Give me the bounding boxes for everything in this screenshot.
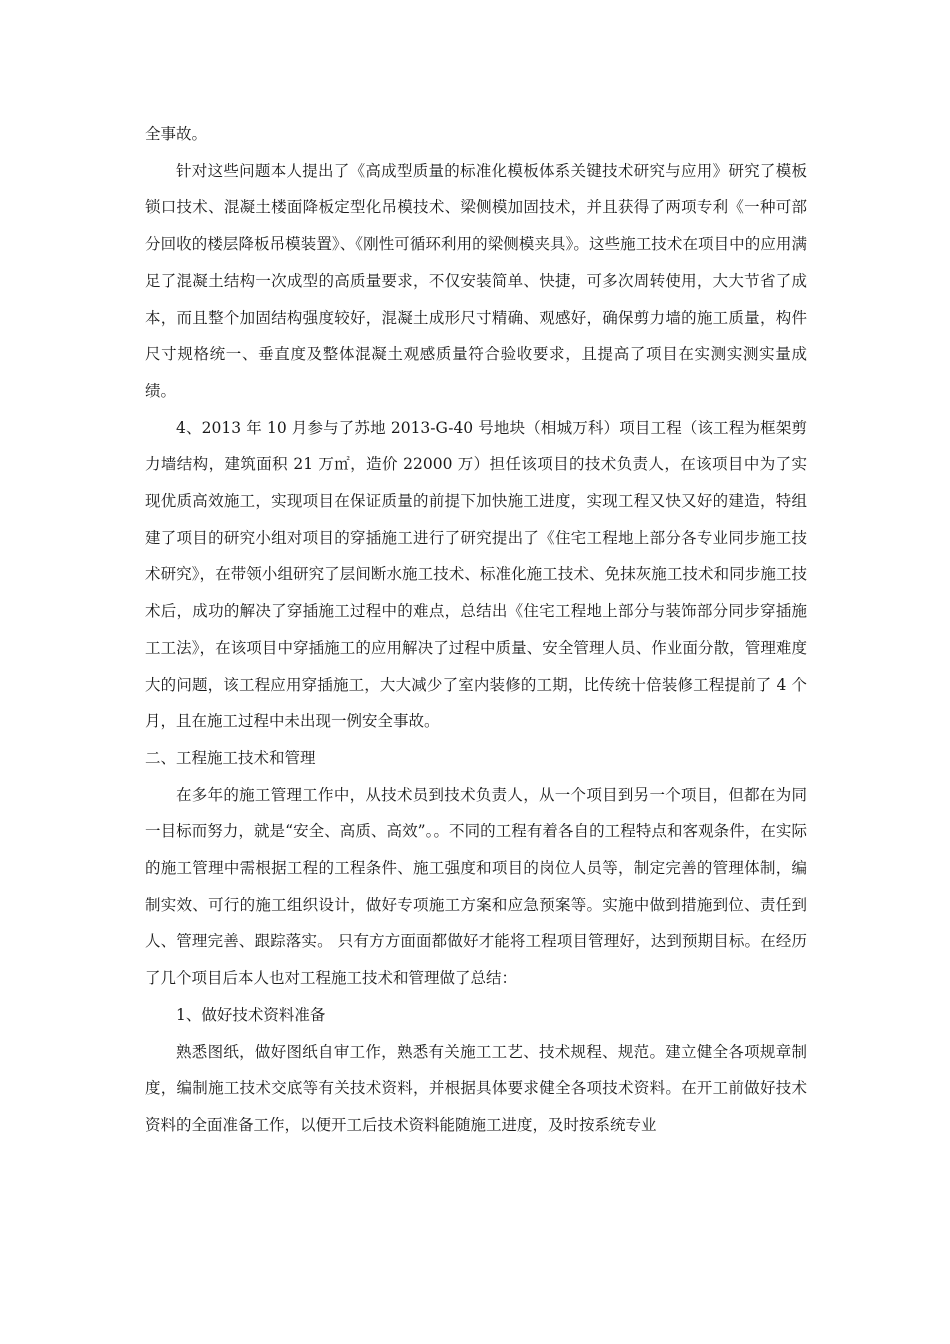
paragraph-formwork-research: 针对这些问题本人提出了《高成型质量的标准化模板体系关键技术研究与应用》研究了模板锁口技术、混凝土楼面降板定型化吊模技术、梁侧模加固技术，并且获得了两项专利《一种可部分回收的楼层降板吊模装置》、《刚性可循环利用的梁侧模夹具》。这些施工技术在项目中的应用满足了混凝土结构一次成型的高质量要求，不仅安装简单、快捷，可多次周转使用，大大节省了成本，而且整个加固结构强度较好，混凝土成形尺寸精确、观感好，确保剪力墙的施工质量，构件尺寸规格统一、垂直度及整体混凝土观感质量符合验收要求，且提高了项目在实测实测实量成绩。 <box>145 161 807 400</box>
paragraph-technical-documents: 熟悉图纸，做好图纸自审工作，熟悉有关施工工艺、技术规程、规范。建立健全各项规章制度，编制施工技术交底等有关技术资料，并根据具体要求健全各项技术资料。在开工前做好技术资料的全面准备工作，以便开工后技术资料能随施工进度，及时按系统专业 <box>145 1042 807 1134</box>
paragraph-project-xiangcheng-vanke: 4、2013 年 10 月参与了苏地 2013-G-40 号地块（相城万科）项目工程（该工程为框架剪力墙结构，建筑面积 21 万㎡，造价 22000 万）担任该项目的技术负责人，在该项目中为了实现优质高效施工，实现项目在保证质量的前提下加快施工进度，实现工程又快又好的建造，特组建了项目的研究小组对项目的穿插施工进行了研究提出了《住宅工程地上部分各专业同步施工技术研究》，在带领小组研究了层间断水施工技术、标准化施工技术、免抹灰施工技术和同步施工技术后，成功的解决了穿插施工过程中的难点，总结出《住宅工程地上部分与装饰部分同步穿插施工工法》，在该项目中穿插施工的应用解决了过程中质量、安全管理人员、作业面分散，管理难度大的问题，该工程应用穿插施工，大大减少了室内装修的工期，比传统十倍装修工程提前了 4 个月，且在施工过程中未出现一例安全事故。 <box>145 418 807 731</box>
document-body <box>145 116 807 1144</box>
section-heading-construction-tech-management: 二、工程施工技术和管理 <box>145 748 316 767</box>
subheading-technical-documents: 1、做好技术资料准备 <box>176 1005 326 1024</box>
paragraph-management-experience: 在多年的施工管理工作中，从技术员到技术负责人，从一个项目到另一个项目，但都在为同一目标而努力，就是“安全、高质、高效”。。不同的工程有着各自的工程特点和客观条件，在实际的施工管理中需根据工程的工程条件、施工强度和项目的岗位人员等，制定完善的管理体制，编制实效、可行的施工组织设计，做好专项施工方案和应急预案等。实施中做到措施到位、责任到人、管理完善、跟踪落实。 只有方方面面都做好才能将工程项目管理好，达到预期目标。在经历了几个项目后本人也对工程施工技术和管理做了总结： <box>145 785 807 988</box>
paragraph-continuation: 全事故。 <box>145 125 208 143</box>
